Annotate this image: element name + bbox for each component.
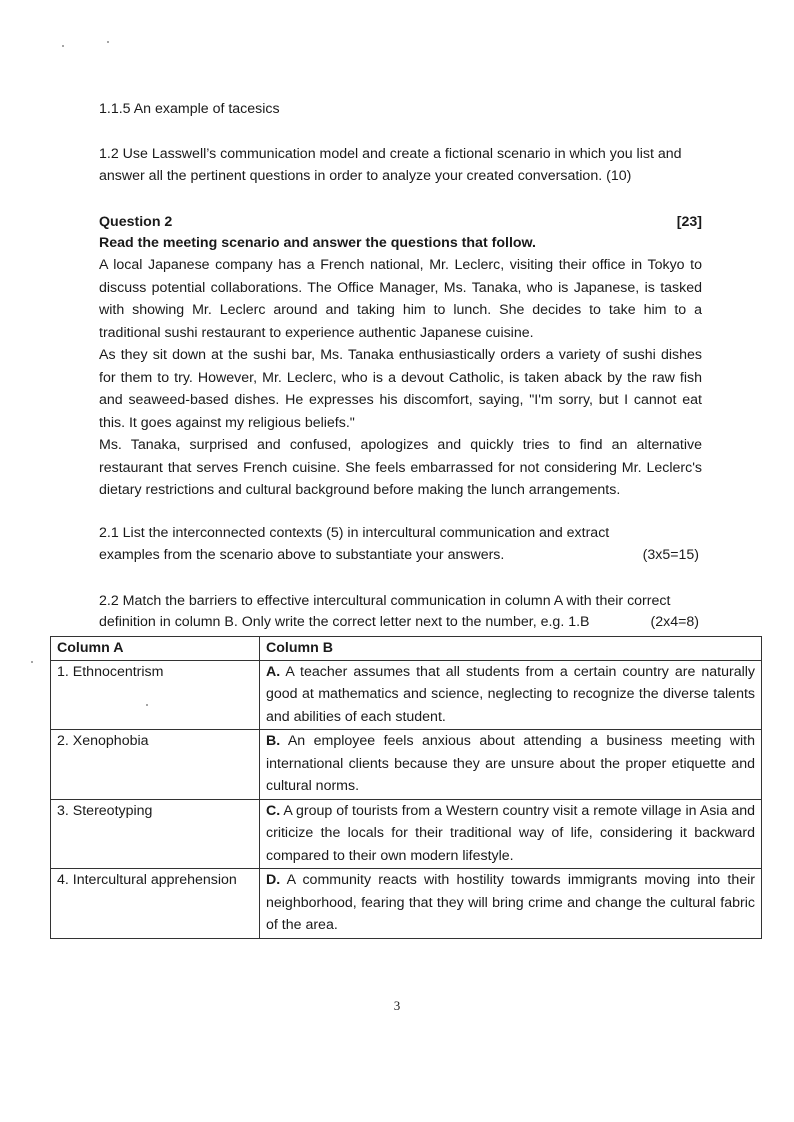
- table-row: [51, 730, 762, 800]
- item-1-2-line1: 1.2 Use Lasswell’s communication model and create a fictional scenario in which you list and: [99, 146, 682, 162]
- definition-letter: B.: [266, 733, 281, 749]
- question-2-instruction: Read the meeting scenario and answer the questions that follow.: [99, 235, 536, 251]
- scenario-line: restaurant that serves French cuisine. She feels embarrassed for not considering Mr. Leclerc's: [99, 459, 702, 476]
- question-2-1-line2: examples from the scenario above to substantiate your answers.: [99, 547, 505, 563]
- definition-text: A teacher assumes that all students from a certain country are naturally good at mathematics and science, neglecting to recognize the diverse talents and abilities of each student.: [266, 663, 755, 725]
- definition-text: A community reacts with hostility towards immigrants moving into their neighborhood, fearing that they will bring crime and change the cultural fabric of the area.: [266, 872, 755, 933]
- question-2-2-line2: definition in column B. Only write the correct letter next to the number, e.g. 1.B: [99, 614, 590, 630]
- scan-speck: [62, 45, 64, 47]
- scenario-line: and seaweed-based dishes. He expresses his discomfort, saying, "I'm sorry, but I cannot eat: [99, 392, 702, 408]
- question-2-header: [99, 211, 702, 234]
- scan-speck: [31, 661, 33, 663]
- definition-letter: A.: [266, 663, 281, 680]
- barrier-term: 2. Xenophobia: [51, 730, 260, 800]
- barrier-definition: [260, 869, 762, 939]
- table-header-row: [51, 637, 762, 661]
- scenario-line: discuss potential collaborations. The Office Manager, Ms. Tanaka, who is Japanese, is tasked: [99, 279, 702, 296]
- scenario-line: traditional sushi restaurant to experience authentic Japanese cuisine.: [99, 324, 534, 341]
- barrier-term: 4. Intercultural apprehension: [51, 869, 260, 939]
- scenario-line: dietary restrictions and cultural background before making the lunch arrangements.: [99, 482, 621, 498]
- table-row: [51, 869, 762, 939]
- item-1-2-line2: answer all the pertinent questions in order to analyze your created conversation. (10): [99, 168, 632, 184]
- scenario-line: Ms. Tanaka, surprised and confused, apologizes and quickly tries to find an alternative: [99, 437, 702, 453]
- table-row: [51, 799, 762, 869]
- question-2-1-marks: (3x5=15): [642, 547, 699, 563]
- question-2-marks: [23]: [676, 214, 702, 230]
- question-2-2-line2-row: [99, 611, 702, 634]
- question-2-1-line2-row: [99, 544, 699, 567]
- scenario-line: for them to try. However, Mr. Leclerc, who is a devout Catholic, is taken aback by the raw fish: [99, 369, 702, 386]
- barrier-term: 3. Stereotyping: [51, 799, 260, 869]
- table-row: [51, 660, 762, 730]
- barrier-definition: [260, 730, 762, 800]
- barrier-definition: [260, 799, 762, 869]
- column-b-header: Column B: [260, 637, 762, 661]
- barrier-definition: [260, 660, 762, 730]
- scenario-paragraph: [99, 254, 702, 502]
- question-2-2-line1: 2.2 Match the barriers to effective intercultural communication in column A with their correct: [99, 593, 671, 609]
- definition-letter: C.: [266, 802, 281, 819]
- question-2-heading: Question 2: [99, 214, 173, 230]
- scenario-line: this. It goes against my religious beliefs.": [99, 414, 355, 431]
- question-2-1-line1: 2.1 List the interconnected contexts (5) in intercultural communication and extract: [99, 525, 610, 541]
- scenario-line: A local Japanese company has a French national, Mr. Leclerc, visiting their office in Tokyo to: [99, 257, 702, 273]
- definition-text: An employee feels anxious about attending a business meeting with international clients because they are unsure about the proper etiquette and cultural norms.: [266, 733, 755, 794]
- scenario-line: with showing Mr. Leclerc around and taking him to lunch. She decides to take him to a: [99, 302, 702, 318]
- item-1-1-5: 1.1.5 An example of tacesics: [99, 101, 280, 117]
- definition-text: A group of tourists from a Western country visit a remote village in Asia and criticize the locals for their traditional way of life, considering it backward compared to their own modern lifestyle.: [266, 802, 755, 864]
- definition-letter: D.: [266, 872, 281, 888]
- barrier-term: 1. Ethnocentrism: [51, 660, 260, 730]
- page-number: 3: [393, 998, 401, 1013]
- scenario-line: As they sit down at the sushi bar, Ms. Tanaka enthusiastically orders a variety of sushi dishes: [99, 347, 702, 363]
- column-a-header: Column A: [51, 637, 260, 661]
- matching-table: [50, 636, 762, 939]
- question-2-2-marks: (2x4=8): [650, 614, 699, 630]
- scan-speck: [107, 41, 109, 43]
